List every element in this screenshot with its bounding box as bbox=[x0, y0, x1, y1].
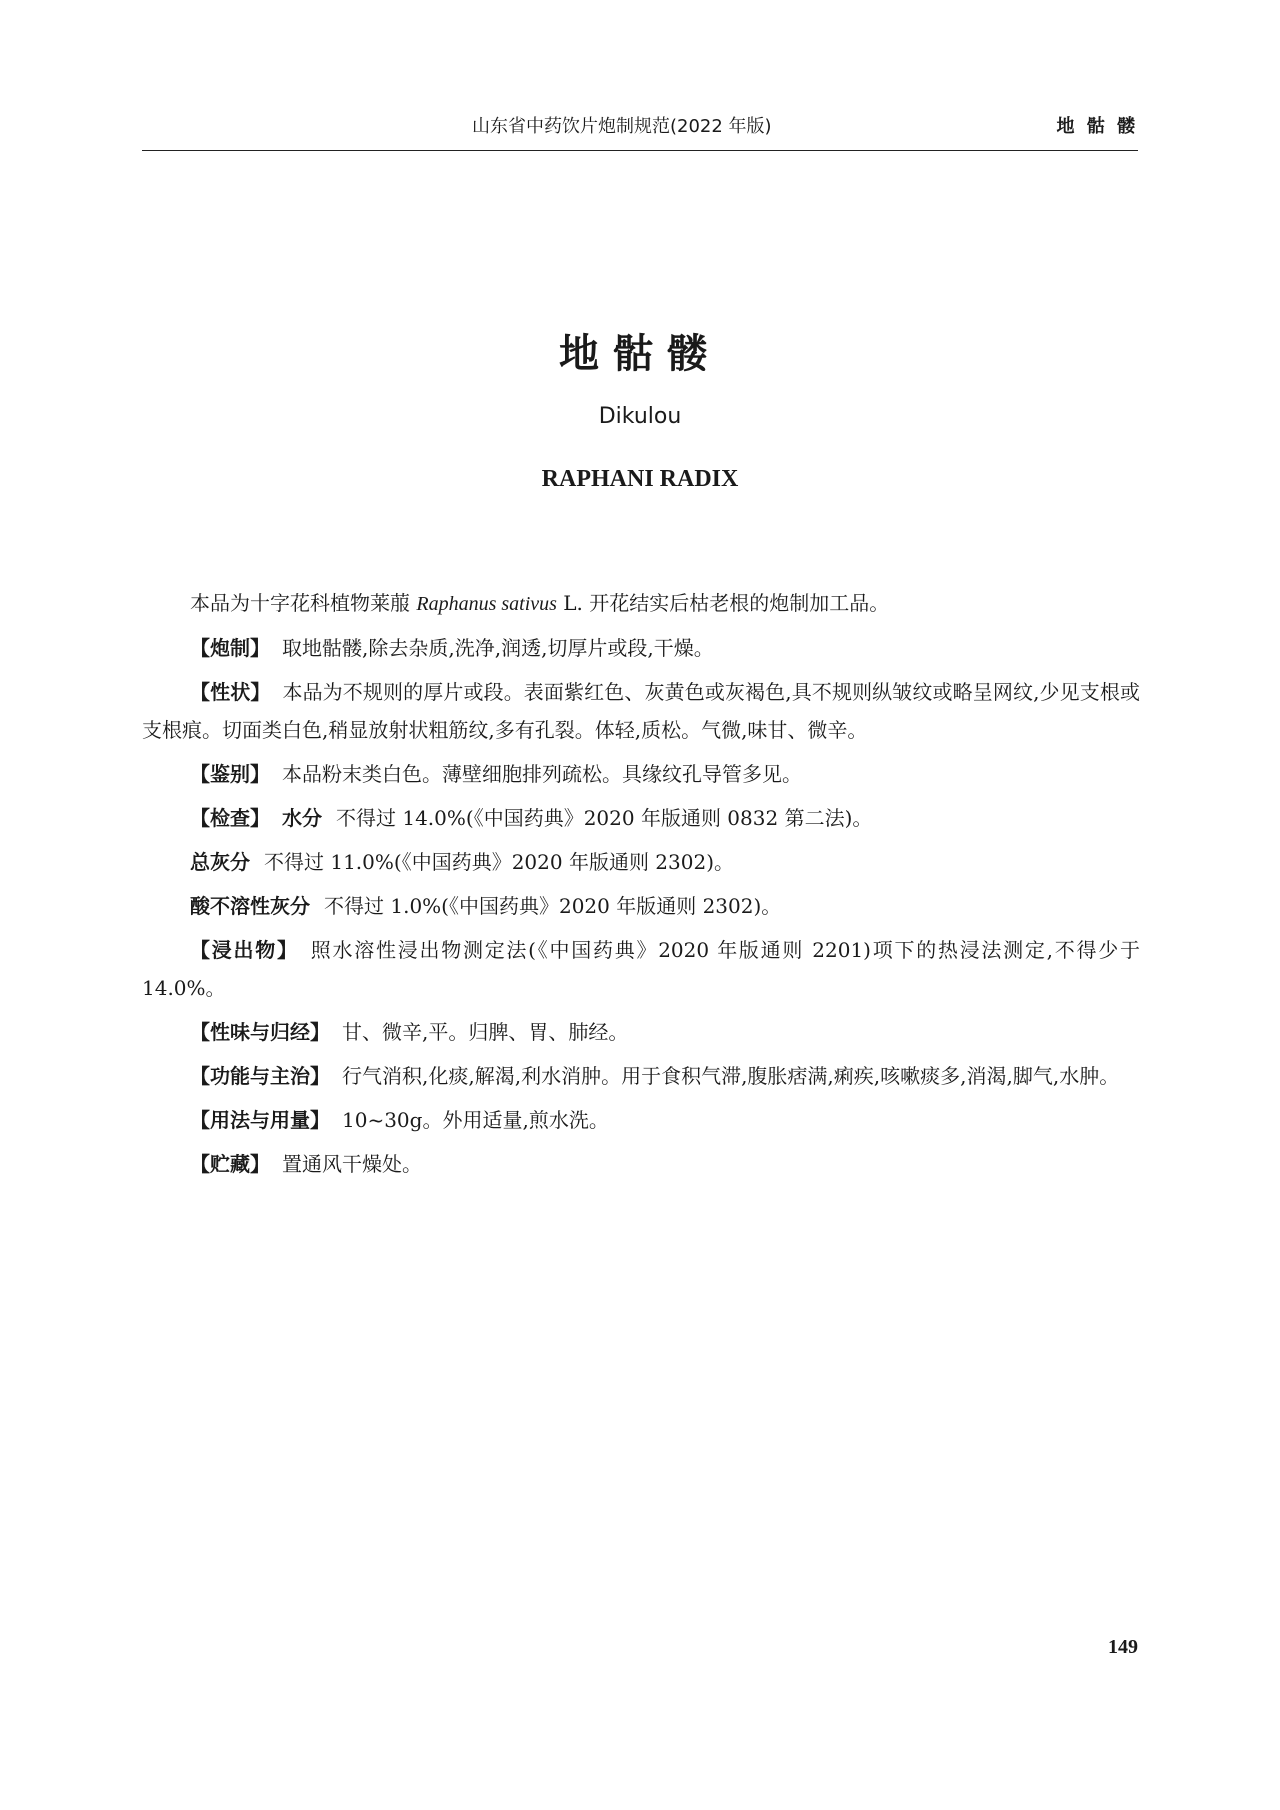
section-text: 置通风干燥处。 bbox=[282, 1152, 422, 1176]
section-label: 【性味与归经】 bbox=[190, 1020, 330, 1044]
section-label: 【鉴别】 bbox=[190, 762, 270, 786]
section-label: 【浸出物】 bbox=[190, 938, 299, 962]
inspection-acid-insoluble-ash bbox=[142, 887, 1140, 925]
section-text: 本品粉末类白色。薄壁细胞排列疏松。具缘纹孔导管多见。 bbox=[282, 762, 802, 786]
water-text: 不得过 14.0%(《中国药典》2020 年版通则 0832 第二法)。 bbox=[336, 806, 873, 830]
section-identification bbox=[142, 755, 1140, 793]
acid-ash-label: 酸不溶性灰分 bbox=[190, 894, 310, 918]
section-text: 甘、微辛,平。归脾、胃、肺经。 bbox=[342, 1020, 629, 1044]
section-text: 取地骷髅,除去杂质,洗净,润透,切厚片或段,干燥。 bbox=[282, 636, 714, 660]
page-number: 149 bbox=[1108, 1636, 1138, 1658]
herb-title-latin: RAPHANI RADIX bbox=[541, 466, 739, 492]
section-extract bbox=[142, 931, 1140, 1007]
book-title: 山东省中药饮片炮制规范(2022 年版) bbox=[472, 116, 772, 137]
species-name: Raphanus sativus bbox=[416, 593, 557, 615]
herb-title-chinese: 地骷髅 bbox=[559, 331, 721, 377]
section-text: 10~30g。外用适量,煎水洗。 bbox=[342, 1108, 609, 1132]
total-ash-text: 不得过 11.0%(《中国药典》2020 年版通则 2302)。 bbox=[264, 850, 735, 874]
running-header bbox=[142, 112, 1138, 148]
section-label: 【性状】 bbox=[190, 680, 271, 704]
section-description bbox=[142, 673, 1140, 749]
section-label: 【贮藏】 bbox=[190, 1152, 270, 1176]
total-ash-label: 总灰分 bbox=[190, 850, 250, 874]
intro-paragraph bbox=[142, 584, 1140, 623]
section-text: 本品为不规则的厚片或段。表面紫红色、灰黄色或灰褐色,具不规则纵皱纹或略呈网纹,少见支根或支根痕。切面类白色,稍显放射状粗筋纹,多有孔裂。体轻,质松。气微,味甘、微辛。 bbox=[142, 680, 1140, 742]
header-rule bbox=[142, 150, 1138, 151]
header-herb-name: 地 骷 髅 bbox=[1056, 116, 1138, 137]
intro-text-before: 本品为十字花科植物莱菔 bbox=[190, 591, 417, 615]
section-label: 【用法与用量】 bbox=[190, 1108, 330, 1132]
section-text: 照水溶性浸出物测定法(《中国药典》2020 年版通则 2201)项下的热浸法测定,不得少于 14.0%。 bbox=[142, 938, 1141, 1000]
section-inspection bbox=[142, 799, 1140, 837]
inspection-total-ash bbox=[142, 843, 1140, 881]
section-storage bbox=[142, 1145, 1140, 1183]
section-label: 【炮制】 bbox=[190, 636, 270, 660]
monograph-body bbox=[142, 584, 1140, 1189]
intro-text-after: L. 开花结实后枯老根的炮制加工品。 bbox=[556, 591, 890, 615]
section-nature bbox=[142, 1013, 1140, 1051]
section-label: 【检查】 bbox=[190, 806, 270, 830]
section-text: 行气消积,化痰,解渴,利水消肿。用于食积气滞,腹胀痞满,痢疾,咳嗽痰多,消渴,脚气,水肿。 bbox=[342, 1064, 1120, 1088]
acid-ash-text: 不得过 1.0%(《中国药典》2020 年版通则 2302)。 bbox=[324, 894, 782, 918]
section-dosage bbox=[142, 1101, 1140, 1139]
water-label: 水分 bbox=[282, 806, 322, 830]
section-processing bbox=[142, 629, 1140, 667]
herb-title-pinyin: Dikulou bbox=[598, 404, 682, 429]
section-label: 【功能与主治】 bbox=[190, 1064, 330, 1088]
section-function bbox=[142, 1057, 1140, 1095]
